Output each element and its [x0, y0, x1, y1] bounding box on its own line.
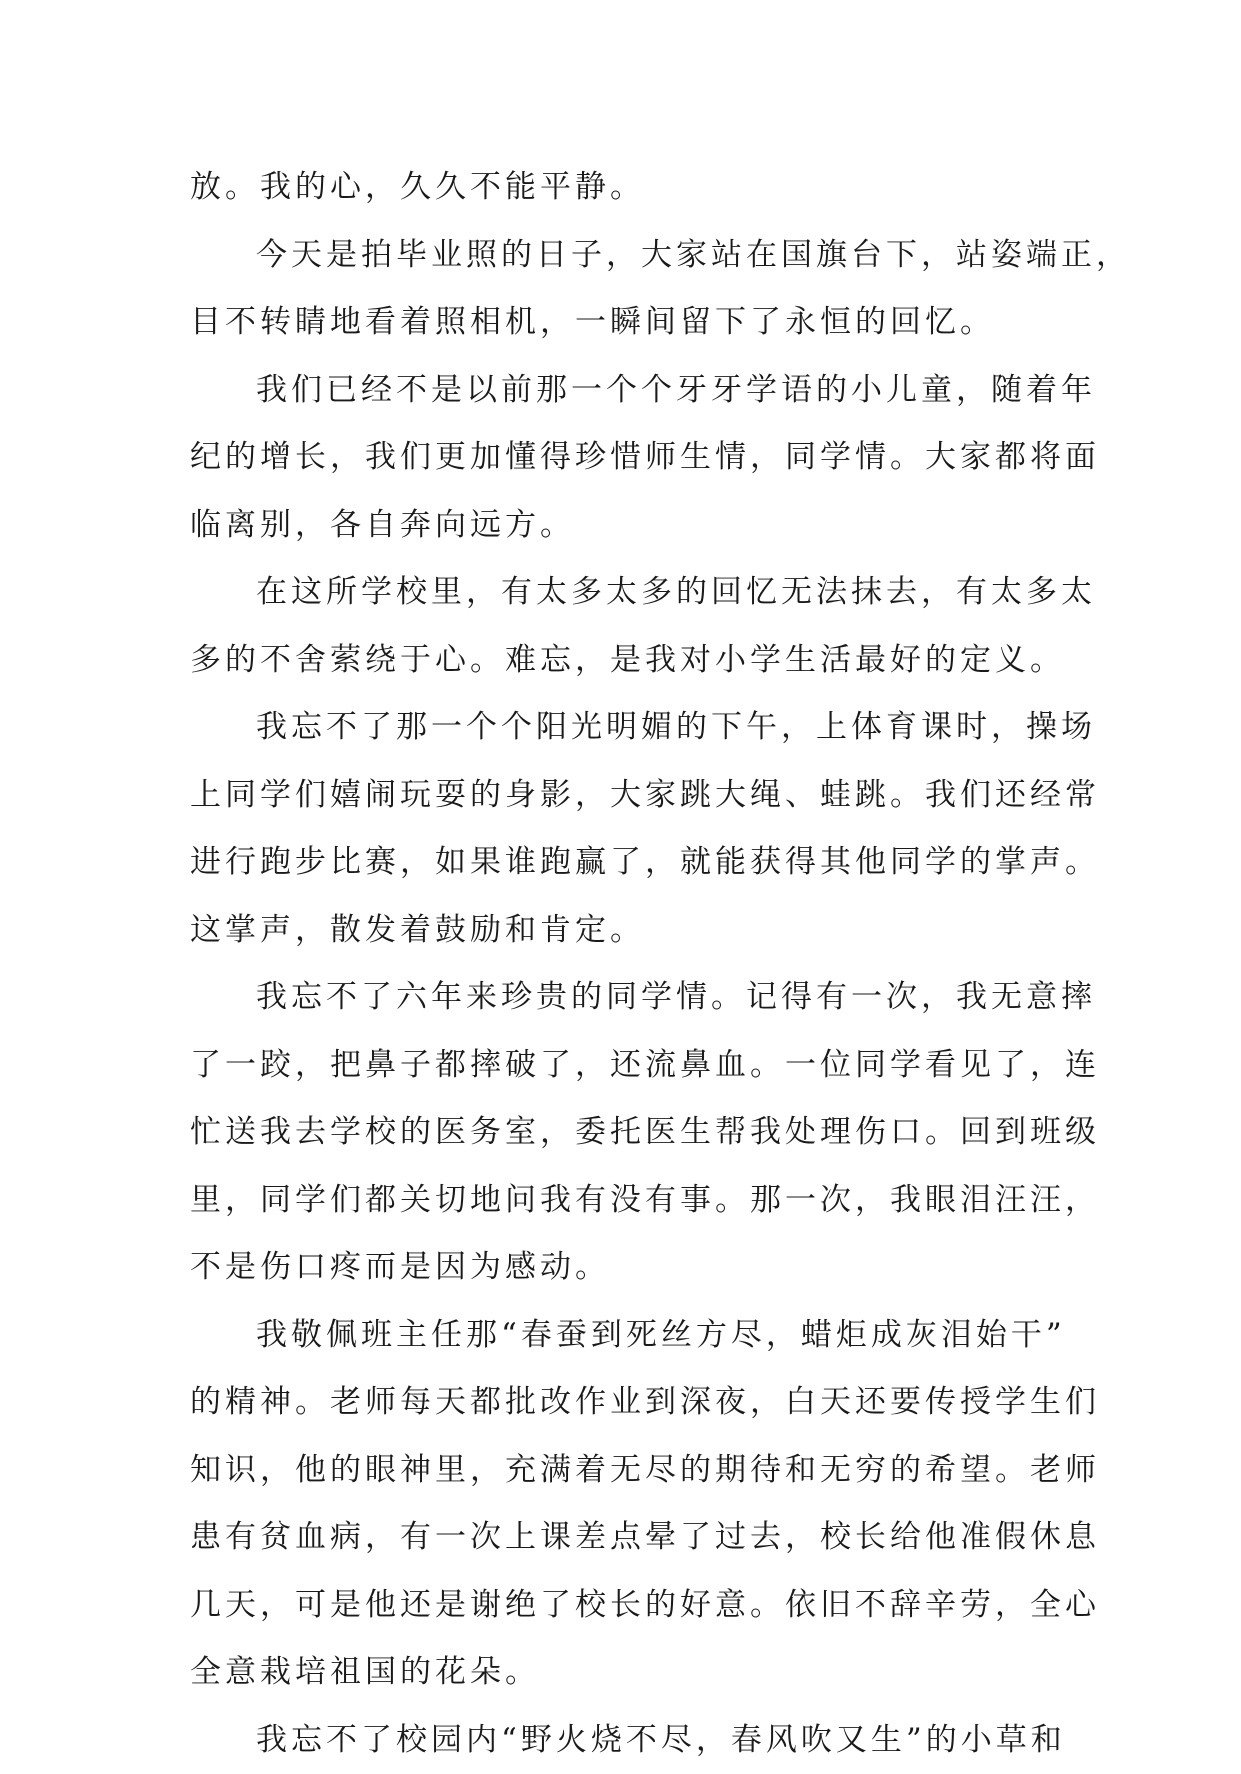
document-body	[190, 154, 1090, 1774]
text-line: 在这所学校里，有太多太多的回忆无法抹去，有太多太	[190, 559, 1090, 627]
text-line: 纪的增长，我们更加懂得珍惜师生情，同学情。大家都将面	[190, 424, 1090, 492]
text-line: 我忘不了那一个个阳光明媚的下午，上体育课时，操场	[190, 694, 1090, 762]
paragraph-1	[190, 154, 1090, 222]
text-line: 多的不舍萦绕于心。难忘，是我对小学生活最好的定义。	[190, 627, 1090, 695]
text-line: 这掌声，散发着鼓励和肯定。	[190, 897, 1090, 965]
text-line: 的精神。老师每天都批改作业到深夜，白天还要传授学生们	[190, 1369, 1090, 1437]
paragraph-5	[190, 694, 1090, 964]
text-line: 我敬佩班主任那“春蚕到死丝方尽，蜡炬成灰泪始干”	[190, 1302, 1090, 1370]
text-line: 我忘不了六年来珍贵的同学情。记得有一次，我无意摔	[190, 964, 1090, 1032]
text-line: 进行跑步比赛，如果谁跑赢了，就能获得其他同学的掌声。	[190, 829, 1090, 897]
text-line: 放。我的心，久久不能平静。	[190, 154, 1090, 222]
text-line: 全意栽培祖国的花朵。	[190, 1639, 1090, 1707]
text-line: 几天，可是他还是谢绝了校长的好意。依旧不辞辛劳，全心	[190, 1572, 1090, 1640]
text-line: 今天是拍毕业照的日子，大家站在国旗台下，站姿端正，	[190, 222, 1090, 290]
paragraph-2	[190, 222, 1090, 357]
text-line: 不是伤口疼而是因为感动。	[190, 1234, 1090, 1302]
paragraph-7	[190, 1302, 1090, 1707]
paragraph-4	[190, 559, 1090, 694]
text-line: 知识，他的眼神里，充满着无尽的期待和无穷的希望。老师	[190, 1437, 1090, 1505]
text-line: 我忘不了校园内“野火烧不尽，春风吹又生”的小草和	[190, 1707, 1090, 1774]
text-line: 我们已经不是以前那一个个牙牙学语的小儿童，随着年	[190, 357, 1090, 425]
text-line: 上同学们嬉闹玩耍的身影，大家跳大绳、蛙跳。我们还经常	[190, 762, 1090, 830]
paragraph-8	[190, 1707, 1090, 1774]
text-line: 里，同学们都关切地问我有没有事。那一次，我眼泪汪汪，	[190, 1167, 1090, 1235]
paragraph-6	[190, 964, 1090, 1302]
text-line: 忙送我去学校的医务室，委托医生帮我处理伤口。回到班级	[190, 1099, 1090, 1167]
text-line: 了一跤，把鼻子都摔破了，还流鼻血。一位同学看见了，连	[190, 1032, 1090, 1100]
text-line: 患有贫血病，有一次上课差点晕了过去，校长给他准假休息	[190, 1504, 1090, 1572]
paragraph-3	[190, 357, 1090, 560]
text-line: 临离别，各自奔向远方。	[190, 492, 1090, 560]
text-line: 目不转睛地看着照相机，一瞬间留下了永恒的回忆。	[190, 289, 1090, 357]
